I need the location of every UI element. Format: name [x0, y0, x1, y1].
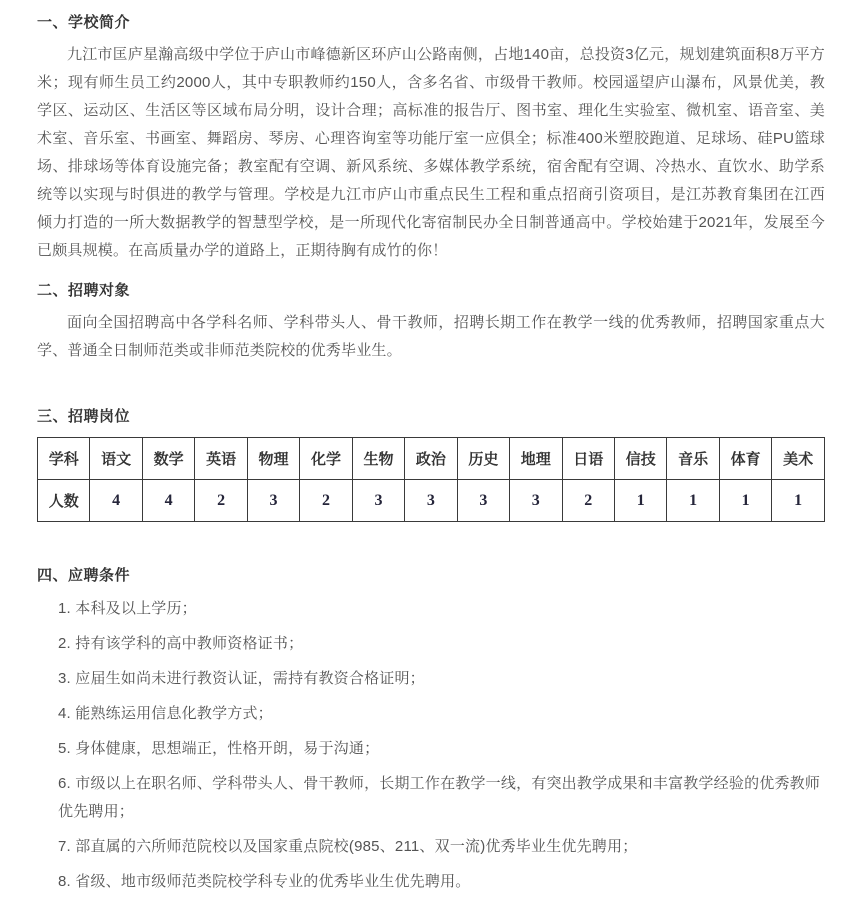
condition-item-2: 2. 持有该学科的高中教师资格证书； [58, 635, 304, 652]
headcount-cell: 2 [562, 480, 614, 522]
positions-table-values-row [38, 480, 825, 522]
positions-table-header-row [38, 438, 825, 480]
headcount-cell: 3 [405, 480, 457, 522]
section-application-conditions [37, 567, 825, 896]
table-header-cell: 历史 [457, 438, 509, 480]
table-header-cell: 音乐 [667, 438, 719, 480]
condition-item-6: 6. 市级以上在职名师、学科带头人、骨干教师，长期工作在教学一线，有突出教学成果和丰富教学经验的优秀教师优先聘用； [58, 775, 821, 820]
table-header-cell: 物理 [247, 438, 299, 480]
headcount-cell: 3 [247, 480, 299, 522]
section-title-school-intro: 一、学校简介 [37, 14, 131, 31]
headcount-cell: 4 [90, 480, 142, 522]
headcount-cell: 3 [352, 480, 404, 522]
headcount-cell: 1 [614, 480, 666, 522]
section-title-application-conditions: 四、应聘条件 [37, 567, 131, 584]
condition-item-3: 3. 应届生如尚未进行教资认证，需持有教资合格证明； [58, 670, 425, 687]
headcount-cell: 1 [719, 480, 771, 522]
condition-item-7: 7. 部直属的六所师范院校以及国家重点院校(985、211、双一流)优秀毕业生优先聘用； [58, 838, 638, 855]
condition-item-4: 4. 能熟练运用信息化教学方式； [58, 705, 273, 722]
headcount-cell: 3 [457, 480, 509, 522]
section-title-recruitment-target: 二、招聘对象 [37, 282, 131, 299]
table-header-cell: 日语 [562, 438, 614, 480]
headcount-cell: 1 [667, 480, 719, 522]
table-header-cell: 信技 [614, 438, 666, 480]
table-header-cell: 生物 [352, 438, 404, 480]
section-recruitment-positions [37, 408, 825, 522]
condition-item-5: 5. 身体健康，思想端正，性格开朗，易于沟通； [58, 740, 380, 757]
headcount-cell: 2 [300, 480, 352, 522]
section-school-intro [37, 14, 825, 265]
headcount-cell: 3 [510, 480, 562, 522]
table-header-cell-subject: 学科 [38, 438, 90, 480]
table-header-cell: 美术 [772, 438, 825, 480]
table-header-cell: 语文 [90, 438, 142, 480]
headcount-cell: 4 [142, 480, 194, 522]
condition-item-1: 1. 本科及以上学历； [58, 600, 197, 617]
section-recruitment-target [37, 282, 825, 365]
positions-table [37, 437, 825, 522]
table-row-label-headcount: 人数 [38, 480, 90, 522]
table-header-cell: 政治 [405, 438, 457, 480]
table-header-cell: 地理 [510, 438, 562, 480]
table-header-cell: 体育 [719, 438, 771, 480]
table-header-cell: 化学 [300, 438, 352, 480]
table-header-cell: 英语 [195, 438, 247, 480]
headcount-cell: 2 [195, 480, 247, 522]
condition-item-8: 8. 省级、地市级师范类院校学科专业的优秀毕业生优先聘用。 [58, 873, 471, 890]
school-intro-paragraph: 九江市匡庐星瀚高级中学位于庐山市峰德新区环庐山公路南侧，占地140亩，总投资3亿元，规划建筑面积8万平方米；现有师生员工约2000人，其中专职教师约150人，含多名省、市级骨干教师。校园遥望庐山瀑布，风景优美，教学区、运动区、生活区等区域布局分明，设计合理；高标准的报告厅、图书室、理化生实验室、微机室、语音室、美术室、音乐室、书画室、舞蹈房、琴房、心理咨询室等功能厅室一应俱全；标准400米塑胶跑道、足球场、硅PU篮球场、排球场等体育设施完备；教室配有空调、新风系统、多媒体教学系统，宿舍配有空调、冷热水、直饮水、助学系统等以实现与时俱进的教学与管理。学校是九江市庐山市重点民生工程和重点招商引资项目，是江苏教育集团在江西倾力打造的一所大数据教学的智慧型学校，是一所现代化寄宿制民办全日制普通高中。学校始建于2021年，发展至今已颇具规模。在高质量办学的道路上，正期待胸有成竹的你！ [37, 46, 825, 259]
headcount-cell: 1 [772, 480, 825, 522]
section-title-recruitment-positions: 三、招聘岗位 [37, 408, 131, 425]
recruitment-target-paragraph: 面向全国招聘高中各学科名师、学科带头人、骨干教师，招聘长期工作在教学一线的优秀教师，招聘国家重点大学、普通全日制师范类或非师范类院校的优秀毕业生。 [37, 314, 825, 359]
table-header-cell: 数学 [142, 438, 194, 480]
